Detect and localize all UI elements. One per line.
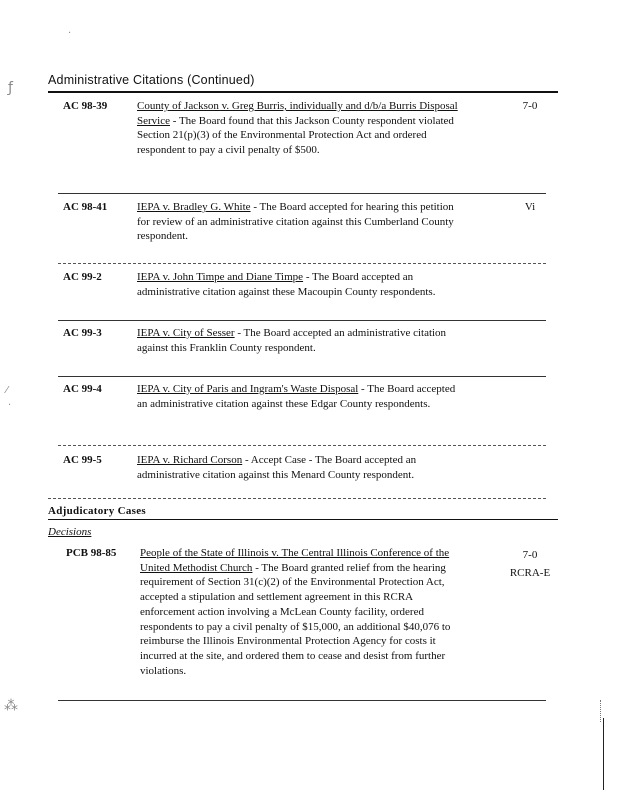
scan-edge-line	[603, 718, 604, 790]
margin-mark: ⁄	[6, 385, 8, 396]
citation-code: AC 99-2	[63, 271, 102, 283]
rcra-tag: RCRA-E	[509, 567, 551, 579]
citation-body	[137, 200, 467, 244]
citation-text: - The Board accepted an administrative citation against this Franklin County respondent.	[137, 327, 447, 354]
pcb-text: - The Board granted relief from the hearing requirement of Section 31(c)(2) of the Environmental Protection Act, accepted a stipulation and settlement agreement in this RCRA enforcement action involving a McLean County facility, ordered respondents to pay a civil penalty of $15,000, an additional $40,076 to reimburse the Illinois Environmental Protection Agency for costs it incurred at the site, and ordered them to cease and desist from further violations.	[140, 561, 451, 677]
citation-code: AC 98-41	[63, 201, 108, 213]
citation-body	[137, 382, 457, 411]
citation-text: - Accept Case - The Board accepted an administrative citation against this Menard County respondent.	[137, 454, 417, 481]
citation-text: - The Board accepted an administrative citation against these Macoupin County respondents.	[137, 271, 436, 298]
case-title: IEPA v. City of Sesser	[137, 327, 235, 339]
citation-body	[137, 453, 457, 482]
adjudicatory-rule	[48, 519, 558, 520]
case-title: County of Jackson v. Greg Burris, individually and d/b/a Burris Disposal Service	[137, 100, 458, 127]
decisions-label: Decisions	[48, 526, 92, 538]
citation-text: - The Board accepted an administrative citation against these Edgar County respondents.	[137, 383, 456, 410]
scan-speck: ·	[68, 28, 72, 39]
entry-divider	[58, 320, 546, 321]
case-title: IEPA v. Richard Corson	[137, 454, 243, 466]
entry-divider	[58, 445, 546, 446]
citation-code: AC 98-39	[63, 100, 108, 112]
title-rule	[48, 91, 558, 93]
citation-body	[137, 99, 467, 158]
case-title: People of the State of Illinois v. The Central Illinois Conference of the United Methodist Church	[140, 547, 450, 574]
vote-count: Vi	[524, 201, 536, 213]
vote-count: 7-0	[522, 100, 538, 112]
case-title: IEPA v. John Timpe and Diane Timpe	[137, 271, 304, 283]
case-title: IEPA v. Bradley G. White	[137, 201, 251, 213]
citation-code: AC 99-3	[63, 327, 102, 339]
citation-body	[137, 326, 447, 355]
citation-code: AC 99-4	[63, 383, 102, 395]
citation-text: - The Board accepted for hearing this petition for review of an administrative citation against this Cumberland County respondent.	[137, 201, 454, 243]
bottom-rule	[58, 700, 546, 701]
citation-body	[137, 270, 477, 299]
margin-mark: ·	[8, 400, 12, 411]
case-title: IEPA v. City of Paris and Ingram's Waste Disposal	[137, 383, 359, 395]
adjudicatory-heading: Adjudicatory Cases	[48, 505, 146, 517]
scan-edge-dots	[600, 700, 601, 722]
entry-divider	[58, 376, 546, 377]
section-title: Administrative Citations (Continued)	[48, 73, 255, 87]
margin-mark: ƒ	[8, 80, 13, 96]
pcb-code: PCB 98-85	[66, 547, 117, 559]
entry-divider	[58, 193, 546, 194]
citation-code: AC 99-5	[63, 454, 102, 466]
citation-text: - The Board found that this Jackson County respondent violated Section 21(p)(3) of the Environmental Protection Act and ordered respondent to pay a civil penalty of $500.	[137, 114, 454, 157]
entry-divider	[58, 263, 546, 264]
vote-count: 7-0	[522, 549, 538, 561]
pcb-body	[140, 546, 466, 678]
entry-divider	[48, 498, 546, 499]
binder-hole-mark: ⁂	[4, 698, 18, 714]
pcb-vote-block	[495, 546, 565, 582]
